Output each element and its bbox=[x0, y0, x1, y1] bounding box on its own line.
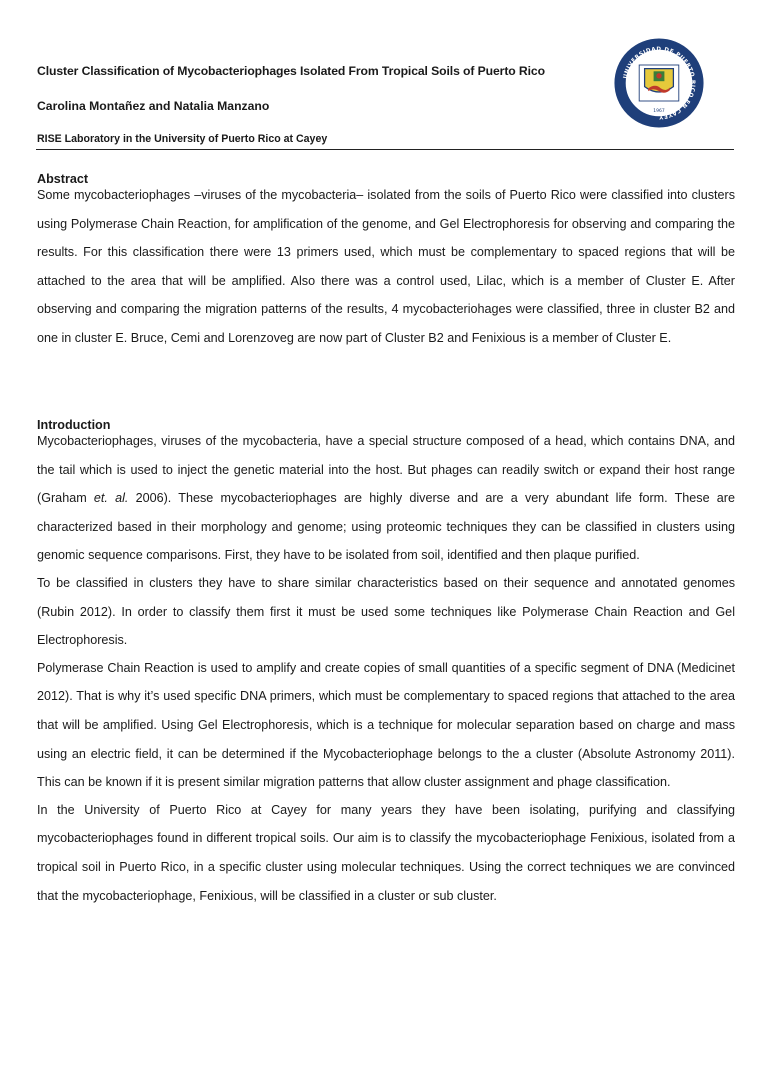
introduction-paragraph-2: To be classified in clusters they have to share similar characteristics based on their sequence and annotated genomes (Rubin 2012). In order to classify them first it must be used some techniques like Polymerase Chain Reaction and Gel Electrophoresis. bbox=[37, 575, 735, 648]
abstract-heading: Abstract bbox=[37, 172, 89, 186]
university-seal-icon bbox=[614, 38, 704, 128]
introduction-paragraph-1: Mycobacteriophages, viruses of the mycobacteria, have a special structure composed of a head, which contains DNA, and the tail which is used to inject the genetic material into the host. But phages can readily switch or expand their host range (Graham et. al. 2006). These mycobacteriophages are highly diverse and are a very abundant life form. These are characterized based in their morphology and genome; using proteomic techniques they can be classified in clusters using genomic sequence comparisons. First, they have to be isolated from soil, identified and then plaque purified. bbox=[37, 434, 735, 563]
introduction-heading: Introduction bbox=[37, 418, 111, 432]
abstract-section bbox=[37, 172, 735, 353]
seal-year: 1967 bbox=[653, 108, 665, 114]
header-divider bbox=[36, 149, 734, 150]
introduction-section bbox=[37, 418, 735, 910]
paper-affiliation: RISE Laboratory in the University of Puerto Rico at Cayey bbox=[37, 133, 328, 145]
abstract-paragraph: Some mycobacteriophages –viruses of the mycobacteria– isolated from the soils of Puerto Rico were classified into clusters using Polymerase Chain Reaction, for amplification of the genome, and Gel Electrophoresis for observing and comparing the results. For this classification there were 13 primers used, which must be complementary to spaced regions that will be attached to the area that will be amplified. Also there was a control used, Lilac, which is a member of Cluster E. After observing and comparing the migration patterns of the results, 4 mycobacteriohages were classified, three in cluster B2 and one in cluster E. Bruce, Cemi and Lorenzoveg are now part of Cluster B2 and Fenixious is a member of Cluster E. bbox=[37, 188, 735, 345]
seal-ring-text: UNIVERSIDAD DE PUERTO RICO EN CAYEY bbox=[622, 46, 696, 120]
introduction-paragraph-3: Polymerase Chain Reaction is used to amplify and create copies of small quantities of a specific segment of DNA (Medicinet 2012). That is why it’s used specific DNA primers, which must be complementary to spaced regions that attached to the area that will be amplified. Using Gel Electrophoresis, which is a technique for molecular separation based on charge and mass using an electric field, it can be determined if the Mycobacteriophage belongs to the a cluster (Absolute Astronomy 2011). This can be known if it is present similar migration patterns that allow cluster assignment and phage classification. bbox=[37, 660, 735, 790]
introduction-paragraph-4: In the University of Puerto Rico at Cayey for many years they have been isolating, purifying and classifying mycobacteriophages found in different tropical soils. Our aim is to classify the mycobacteriophage Fenixious, isolated from a tropical soil in Puerto Rico, in a specific cluster using molecular techniques. Using the correct techniques we are convinced that the mycobacteriophage, Fenixious, will be classified in a cluster or sub cluster. bbox=[37, 802, 735, 903]
paper-authors: Carolina Montañez and Natalia Manzano bbox=[37, 99, 270, 113]
citation-italic: et. al. bbox=[93, 491, 129, 506]
paper-title: Cluster Classification of Mycobacteriophages Isolated From Tropical Soils of Puerto Rico bbox=[37, 64, 545, 78]
